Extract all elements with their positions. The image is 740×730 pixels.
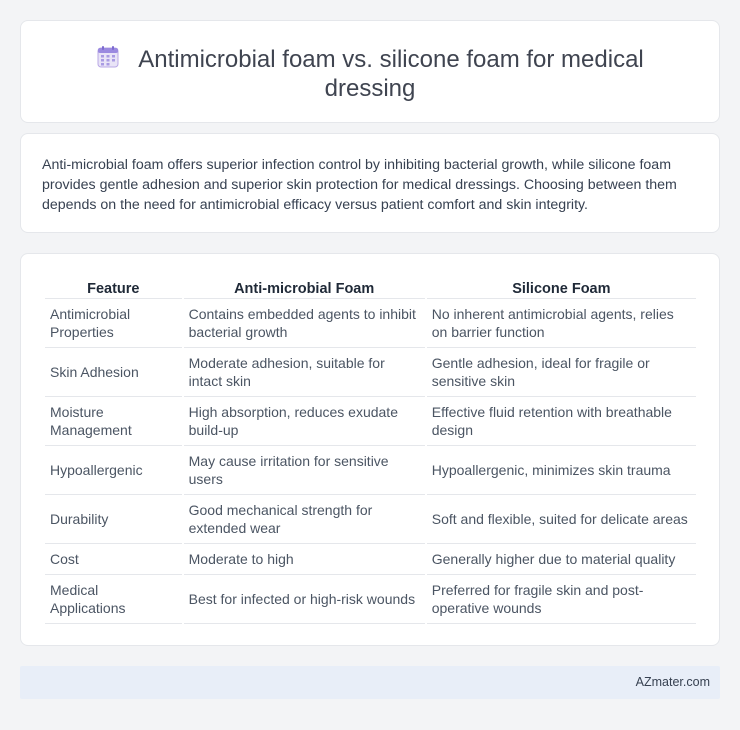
cell-feature: Cost — [45, 544, 182, 575]
table-row — [45, 348, 696, 397]
table-header-row — [45, 275, 696, 299]
comparison-card — [20, 253, 720, 646]
comparison-table — [43, 275, 698, 624]
summary-text: Anti-microbial foam offers superior infection control by inhibiting bacterial growth, while silicone foam provides gentle adhesion and superior skin protection for medical dressings. Choosing between them depends on the need for antimicrobial efficacy versus patient comfort and skin integrity. — [42, 157, 677, 213]
cell-silicone: Gentle adhesion, ideal for fragile or sensitive skin — [427, 348, 696, 397]
page-title — [21, 45, 719, 103]
cell-silicone: Generally higher due to material quality — [427, 544, 696, 575]
footer-brand: AZmater.com — [635, 675, 710, 689]
cell-antimicrobial: High absorption, reduces exudate build-up — [184, 397, 425, 446]
cell-feature: Hypoallergenic — [45, 446, 182, 495]
table-row — [45, 495, 696, 544]
table-row — [45, 544, 696, 575]
cell-silicone: No inherent antimicrobial agents, relies on barrier function — [427, 299, 696, 348]
cell-antimicrobial: Moderate to high — [184, 544, 425, 575]
title-text: Antimicrobial foam vs. silicone foam for medical dressing — [138, 46, 644, 102]
table-row — [45, 575, 696, 624]
table-row — [45, 446, 696, 495]
cell-silicone: Soft and flexible, suited for delicate areas — [427, 495, 696, 544]
summary-card — [20, 133, 720, 233]
cell-feature: Durability — [45, 495, 182, 544]
cell-silicone: Preferred for fragile skin and post-operative wounds — [427, 575, 696, 624]
header-silicone: Silicone Foam — [427, 275, 696, 299]
header-antimicrobial: Anti-microbial Foam — [184, 275, 425, 299]
calendar-icon — [96, 45, 120, 69]
cell-feature: Medical Applications — [45, 575, 182, 624]
cell-antimicrobial: Contains embedded agents to inhibit bacterial growth — [184, 299, 425, 348]
cell-antimicrobial: Moderate adhesion, suitable for intact skin — [184, 348, 425, 397]
cell-antimicrobial: May cause irritation for sensitive users — [184, 446, 425, 495]
cell-antimicrobial: Best for infected or high-risk wounds — [184, 575, 425, 624]
table-row — [45, 397, 696, 446]
title-card — [20, 20, 720, 123]
cell-silicone: Effective fluid retention with breathable design — [427, 397, 696, 446]
cell-antimicrobial: Good mechanical strength for extended wear — [184, 495, 425, 544]
cell-feature: Moisture Management — [45, 397, 182, 446]
cell-feature: Skin Adhesion — [45, 348, 182, 397]
cell-feature: Antimicrobial Properties — [45, 299, 182, 348]
footer — [20, 666, 720, 699]
table-row — [45, 299, 696, 348]
cell-silicone: Hypoallergenic, minimizes skin trauma — [427, 446, 696, 495]
header-feature: Feature — [45, 275, 182, 299]
